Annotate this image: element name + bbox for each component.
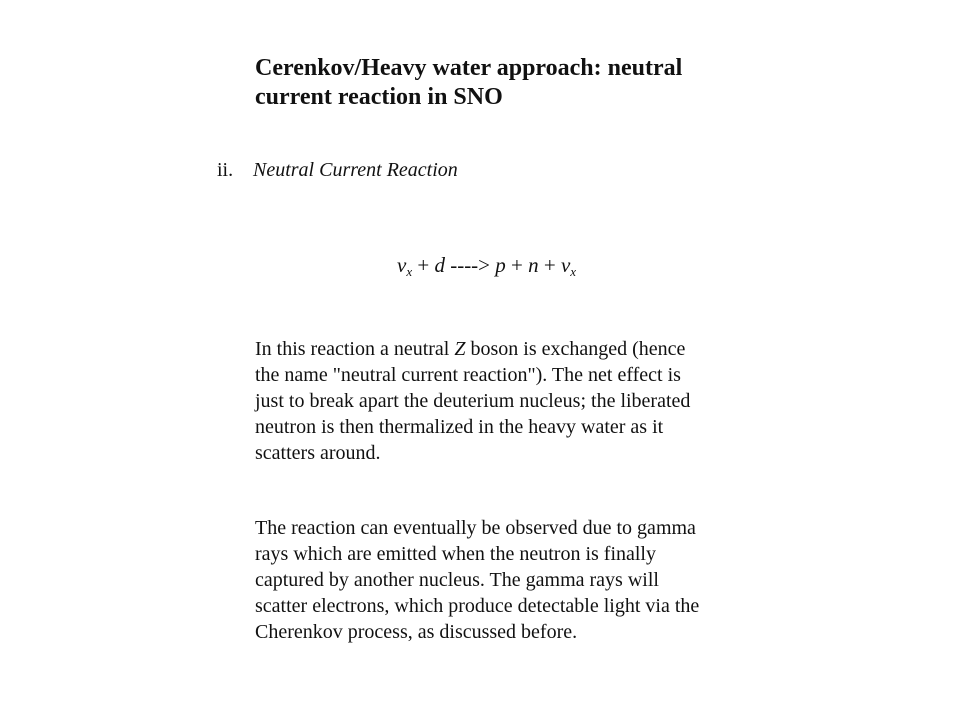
p1-line-5: scatters around.: [255, 442, 381, 464]
title-line-1: Cerenkov/Heavy water approach: neutral: [255, 55, 683, 81]
p2-line-3: captured by another nucleus. The gamma rays will: [255, 569, 659, 591]
plus-sign-3: +: [538, 253, 561, 277]
z-boson-symbol: Z: [454, 338, 466, 360]
neutrino-flavor-right: x: [570, 264, 577, 279]
reaction-arrow: ---->: [444, 253, 496, 277]
p1-line-4: neutron is then thermalized in the heavy water as it: [255, 416, 664, 438]
neutron-symbol: n: [528, 253, 539, 277]
p1-line-3: just to break apart the deuterium nucleus; the liberated: [255, 390, 691, 412]
neutrino-flavor-left: x: [406, 264, 413, 279]
p1-line-2: the name "neutral current reaction"). The net effect is: [255, 364, 681, 386]
deuteron-symbol: d: [434, 253, 445, 277]
paragraph-observation-description: [255, 515, 775, 645]
p2-line-4: scatter electrons, which produce detectable light via the: [255, 595, 700, 617]
paragraph-reaction-description: [255, 336, 775, 466]
section-heading: [217, 158, 458, 182]
section-label: Neutral Current Reaction: [253, 159, 458, 181]
title-line-2: current reaction in SNO: [255, 84, 503, 110]
slide-title: [255, 54, 815, 112]
neutrino-symbol-right: ν: [560, 253, 571, 277]
plus-sign-2: +: [505, 253, 529, 277]
section-number: ii.: [217, 159, 234, 181]
plus-sign-1: +: [412, 253, 435, 277]
p1-line-1b: boson is exchanged (hence: [465, 338, 686, 360]
reaction-equation: [397, 252, 576, 285]
proton-symbol: p: [495, 253, 506, 277]
p2-line-2: rays which are emitted when the neutron is finally: [255, 543, 656, 565]
p2-line-5: Cherenkov process, as discussed before.: [255, 621, 578, 643]
p1-line-1a: In this reaction a neutral: [255, 338, 455, 360]
neutrino-symbol-left: ν: [397, 253, 407, 277]
p2-line-1: The reaction can eventually be observed due to gamma: [255, 517, 696, 539]
